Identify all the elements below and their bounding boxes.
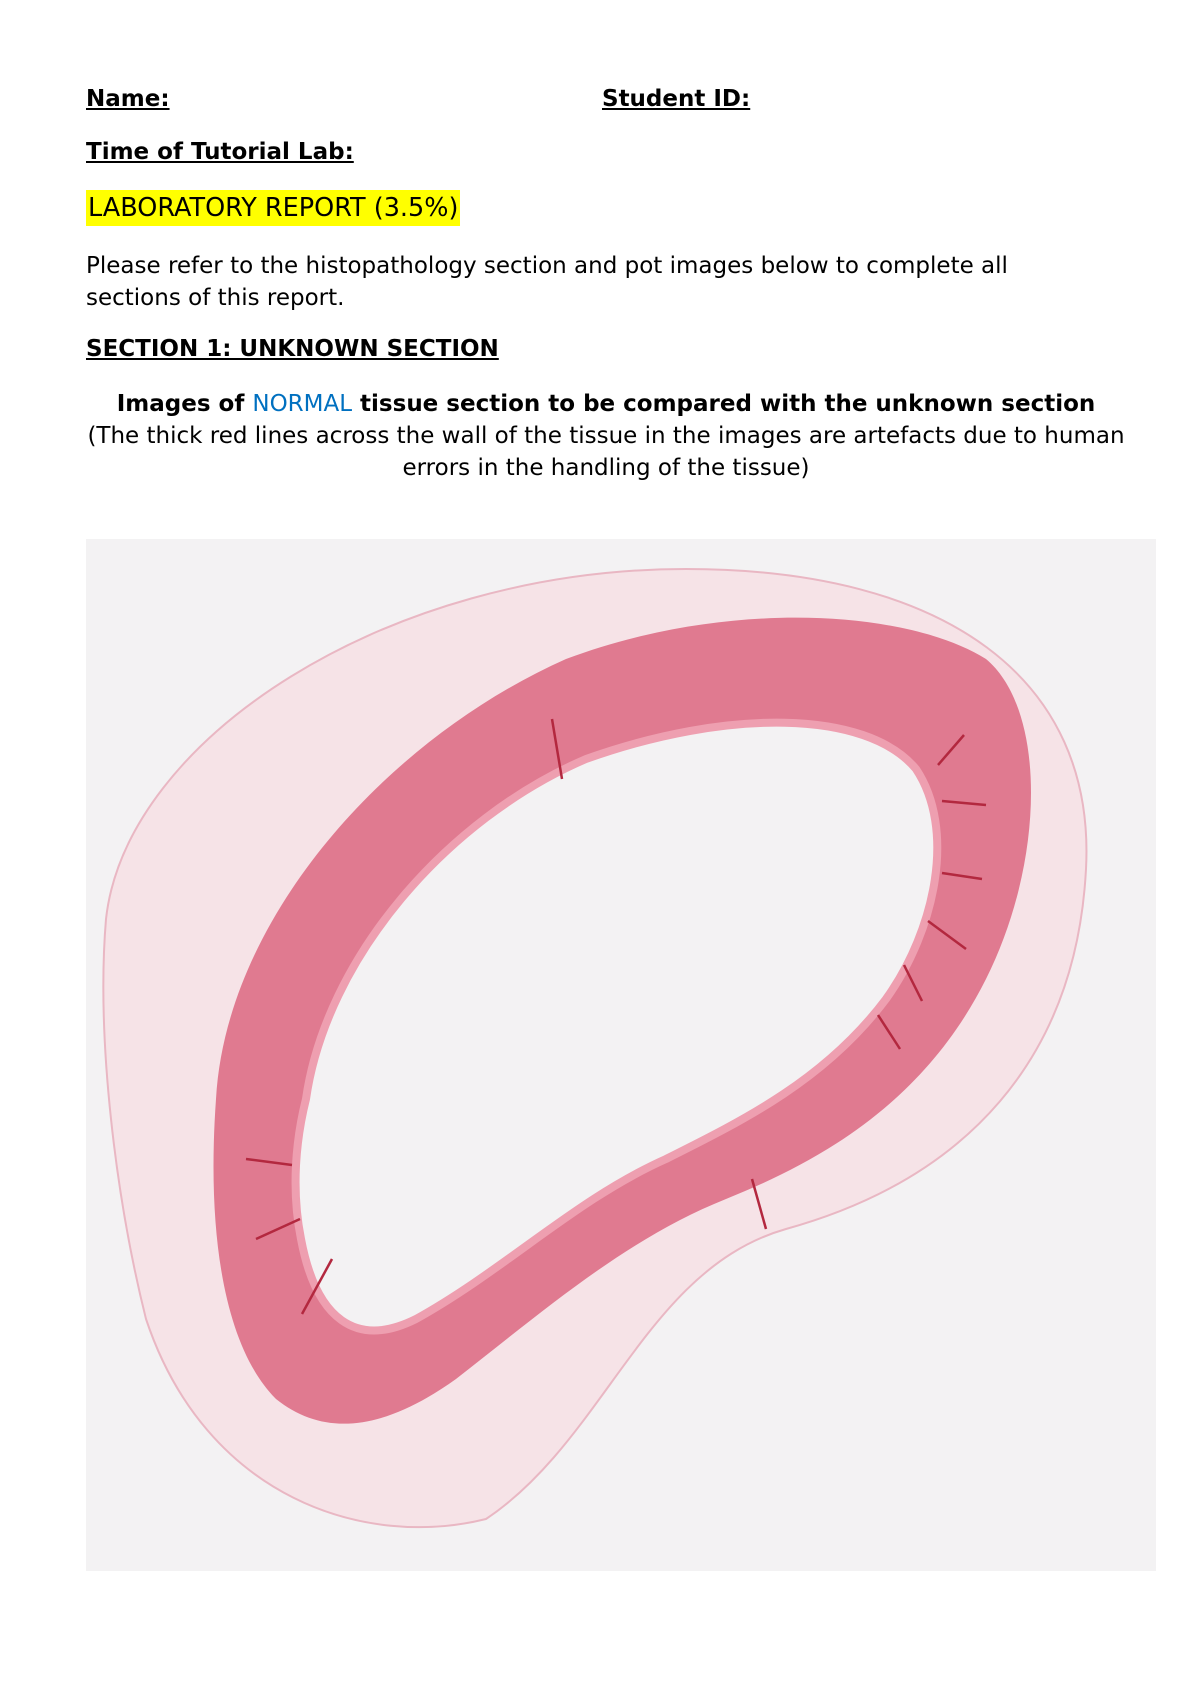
intro-paragraph: Please refer to the histopathology section and pot images below to complete all sections of this report. bbox=[86, 253, 1008, 311]
caption-title bbox=[86, 388, 1126, 420]
student-id-label: Student ID: bbox=[602, 86, 751, 112]
histology-image bbox=[86, 539, 1156, 1571]
tutorial-time-label: Time of Tutorial Lab: bbox=[86, 139, 354, 165]
caption-note: (The thick red lines across the wall of the tissue in the images are artefacts due to human errors in the handling of the tissue) bbox=[87, 423, 1125, 481]
report-title: LABORATORY REPORT (3.5%) bbox=[86, 190, 460, 226]
section-1-heading: SECTION 1: UNKNOWN SECTION bbox=[86, 336, 499, 362]
caption-normal-highlight: NORMAL bbox=[252, 391, 353, 417]
figure-caption bbox=[86, 388, 1126, 484]
artery-cross-section bbox=[86, 539, 1156, 1571]
caption-prefix: Images of bbox=[116, 391, 253, 417]
caption-suffix: tissue section to be compared with the unknown section bbox=[352, 391, 1096, 417]
name-label: Name: bbox=[86, 86, 170, 112]
